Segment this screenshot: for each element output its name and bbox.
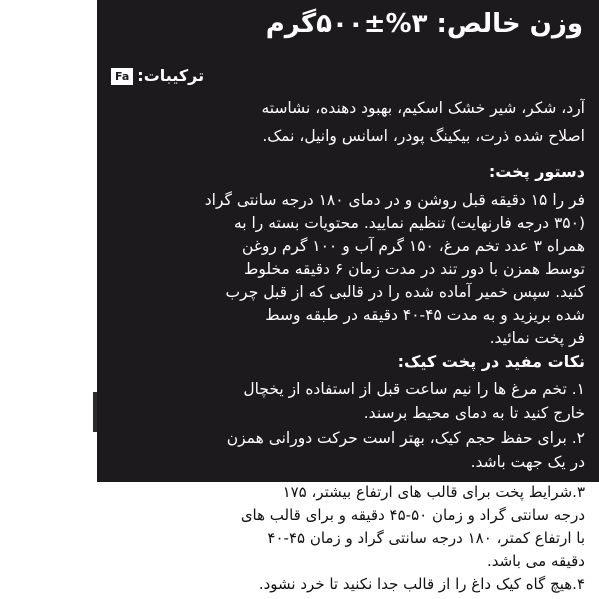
ingredients-heading: ترکیبات:: [137, 66, 205, 85]
recipe-line-4: توسط همزن با دور تند در مدت زمان ۶ دقیقه مخلوط: [244, 260, 585, 278]
bottom-line-3: با ارتفاع کمتر، ۱۸۰ درجه سانتی گراد و زمان ۴۵-۴۰: [267, 529, 585, 547]
bottom-line-5: ۴.هیچ گاه کیک داغ را از قالب جدا نکنید تا خرد نشود.: [258, 575, 585, 593]
net-weight-title: وزن خالص: ۳%±۵۰۰گرم: [265, 9, 583, 39]
label-light-section: [97, 482, 599, 599]
recipe-heading: دستور پخت:: [488, 162, 585, 181]
tips-line-4: در یک جهت باشد.: [470, 453, 585, 471]
tips-heading: نکات مفید در پخت کیک:: [397, 352, 585, 371]
recipe-line-1: فر را ۱۵ دقیقه قبل روشن و در دمای ۱۸۰ درجه سانتی گراد: [204, 191, 585, 209]
ingredients-line-2: اصلاح شده ذرت، بیکینگ پودر، اسانس وانیل، نمک.: [262, 127, 585, 145]
label-dark-panel: [97, 0, 599, 482]
ingredients-line-1: آرد، شکر، شیر خشک اسکیم، بهبود دهنده، نشاسته: [261, 99, 585, 117]
tips-line-3: ۲. برای حفظ حجم کیک، بهتر است حرکت دورانی همزن: [226, 429, 585, 447]
recipe-line-2: (۳۵۰ درجه فارنهایت) تنظیم نمایید. محتویات بسته را به: [233, 214, 585, 232]
recipe-line-7: فر پخت نمائید.: [489, 329, 585, 347]
tips-line-2: خارج کنید تا به دمای محیط برسند.: [363, 404, 585, 422]
left-margin: [0, 0, 97, 599]
bottom-line-1: ۳.شرایط پخت برای قالب های ارتفاع بیشتر، ۱۷۵: [282, 483, 585, 501]
recipe-line-6: شده بریزید و به مدت ۴۵-۴۰ دقیقه در طبقه وسط: [265, 306, 585, 324]
bottom-line-4: دقیقه می باشد.: [486, 552, 585, 570]
bottom-line-2: درجه سانتی گراد و زمان ۵۰-۴۵ دقیقه و برای قالب های: [240, 506, 585, 524]
tips-line-1: ۱. تخم مرغ ها را نیم ساعت قبل از استفاده از یخچال: [243, 380, 585, 398]
recipe-line-5: کنید. سپس خمیر آماده شده را در قالبی که از قبل چرب: [225, 283, 585, 301]
fa-language-badge: Fa: [111, 68, 133, 85]
ingredients-heading-row: [111, 66, 585, 86]
recipe-line-3: همراه ۳ عدد تخم مرغ، ۱۵۰ گرم آب و ۱۰۰ گرم روغن: [242, 237, 585, 255]
